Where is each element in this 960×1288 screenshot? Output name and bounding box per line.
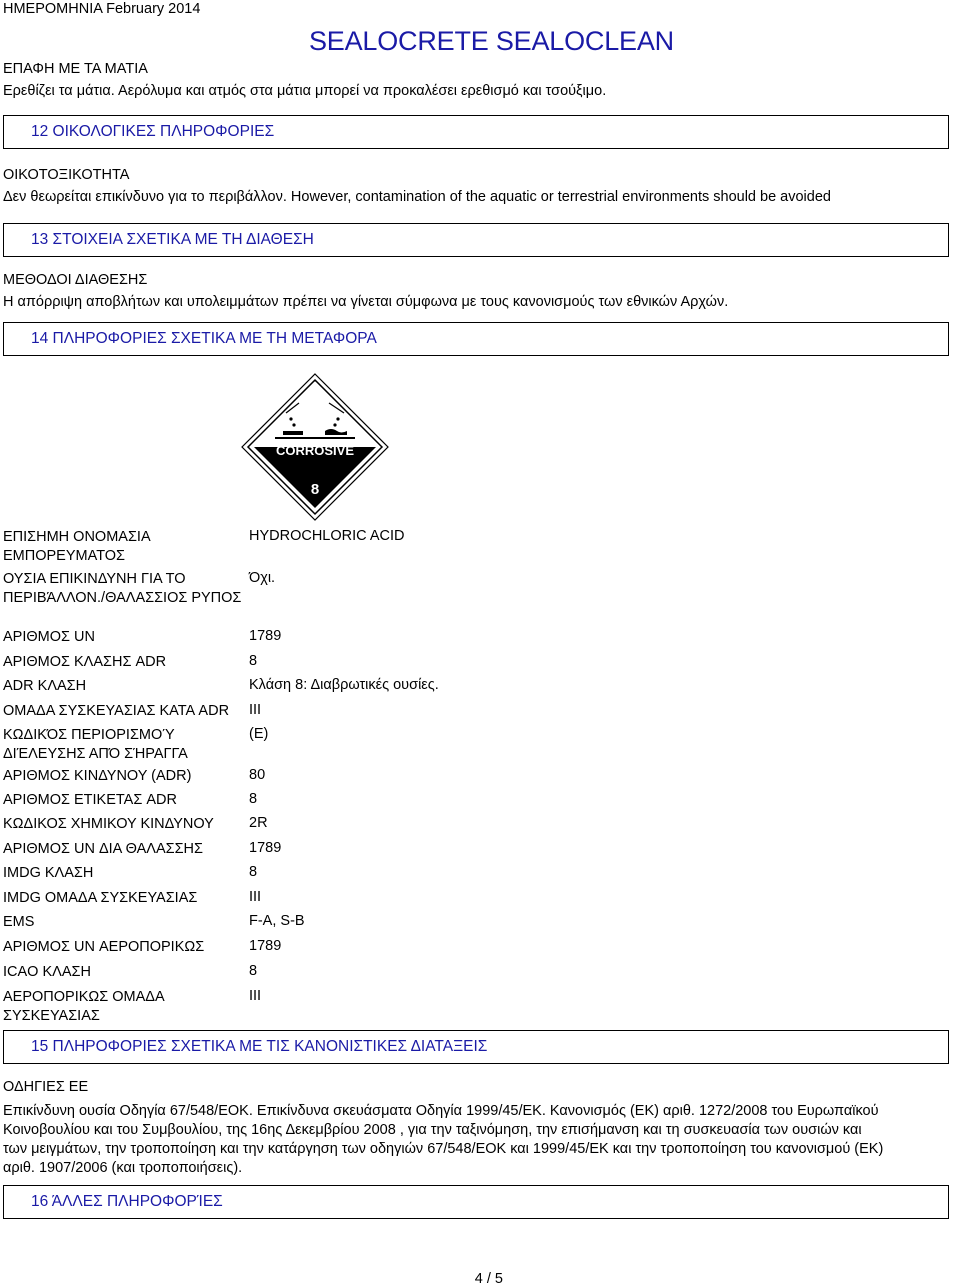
transport-row-label: ΑΡΙΘΜΟΣ UN ΔΙΑ ΘΑΛΑΣΣΗΣ [3,841,203,857]
section-16-title: 16 ΆΛΛΕΣ ΠΛΗΡΟΦΟΡΊΕΣ [31,1193,223,1210]
transport-row-label: ADR ΚΛΑΣΗ [3,678,87,694]
transport-row-label: ΑΡΙΘΜΟΣ UN ΑΕΡΟΠΟΡΙΚΩΣ [3,939,205,955]
eu-directives-line-3: των μειγμάτων, την τροποποίηση και την κατάργηση των οδηγιών 67/548/ΕΟΚ και 1999/45/ΕΚ και την τροποποίηση του κανονισμού (ΕΚ) [3,1141,884,1157]
transport-row-label: ΕΠΙΣΗΜΗ ΟΝΟΜΑΣΙΑ ΕΜΠΟΡΕΥΜΑΤΟΣ [3,529,150,564]
transport-row-label: ΚΩΔΙΚΟΣ ΧΗΜΙΚΟΥ ΚΙΝΔΥΝΟΥ [3,816,214,832]
corrosive-hazard-icon [241,373,389,521]
transport-row-value: Κλάση 8: Διαβρωτικές ουσίες. [249,677,439,693]
section-14-header [3,322,949,356]
section-15-header [3,1030,949,1064]
disposal-text: Η απόρριψη αποβλήτων και υπολειμμάτων πρέπει να γίνεται σύμφωνα με τους κανονισμούς των εθνικών Αρχών. [3,294,729,310]
ecotoxicity-heading: ΟΙΚΟΤΟΞΙΚΟΤΗΤΑ [3,167,130,183]
transport-row-label: IMDG ΚΛΑΣΗ [3,865,94,881]
transport-row-label: ΑΡΙΘΜΟΣ ΚΙΝΔΥΝΟΥ (ADR) [3,768,192,784]
transport-row-value: 8 [249,791,258,807]
transport-row-label: ΟΜΑΔΑ ΣΥΣΚΕΥΑΣΙΑΣ ΚΑΤΑ ADR [3,703,230,719]
transport-row-value: Όχι. [249,570,276,586]
pictogram-class-number: 8 [310,481,320,498]
transport-row-label: IMDG ΟΜΑΔΑ ΣΥΣΚΕΥΑΣΙΑΣ [3,890,198,906]
document-date: ΗΜΕΡΟΜΗΝΙΑ February 2014 [3,1,201,17]
transport-row-value: III [249,702,262,718]
section-12-title: 12 ΟΙΚΟΛΟΓΙΚΕΣ ΠΛΗΡΟΦΟΡΙΕΣ [31,123,275,140]
transport-row-value: 8 [249,864,258,880]
transport-row-value: (E) [249,726,269,742]
transport-row-value: 8 [249,963,258,979]
pictogram-label: CORROSIVE [275,443,355,458]
transport-row-label: ΑΡΙΘΜΟΣ ΕΤΙΚΕΤΑΣ ADR [3,792,177,808]
transport-row-value: F-A, S-B [249,913,305,929]
transport-row-value: III [249,889,262,905]
section-15-title: 15 ΠΛΗΡΟΦΟΡΙΕΣ ΣΧΕΤΙΚΑ ΜΕ ΤΙΣ ΚΑΝΟΝΙΣΤΙΚΕΣ ΔΙΑΤΑΞΕΙΣ [31,1038,488,1055]
transport-row-label: ΑΡΙΘΜΟΣ ΚΛΑΣΗΣ ADR [3,654,167,670]
eu-directives-line-4: αριθ. 1907/2006 (και τροποποιήσεις). [3,1160,243,1176]
transport-row-label: ICAO ΚΛΑΣΗ [3,964,91,980]
section-16-header [3,1185,949,1219]
transport-row-label: ΑΕΡΟΠΟΡΙΚΩΣ ΟΜΑΔΑ ΣΥΣΚΕΥΑΣΙΑΣ [3,989,164,1024]
transport-row-value: 1789 [249,938,282,954]
eu-directives-heading: ΟΔΗΓΙΕΣ ΕΕ [3,1079,89,1095]
section-12-header [3,115,949,149]
section-13-title: 13 ΣΤΟΙΧΕΙΑ ΣΧΕΤΙΚΑ ΜΕ ΤΗ ΔΙΑΘΕΣΗ [31,231,314,248]
eu-directives-line-2: Κοινοβουλίου και του Συμβουλίου, της 16ης Δεκεμβρίου 2008 , για την ταξινόμηση, την επισήμανση και τη συσκευασία των ουσιών και [3,1122,862,1138]
transport-row-label: ΑΡΙΘΜΟΣ UN [3,629,95,645]
transport-row-label: ΟΥΣΙΑ ΕΠΙΚΙΝΔΥΝΗ ΓΙΑ ΤΟ ΠΕΡΙΒΆΛΛΟΝ./ΘΑΛΑΣΣΙΟΣ ΡΥΠΟΣ [3,571,242,606]
eye-contact-heading: ΕΠΑΦΗ ΜΕ ΤΑ ΜΑΤΙΑ [3,61,148,77]
page-number: 4 / 5 [474,1271,503,1287]
section-14-title: 14 ΠΛΗΡΟΦΟΡΙΕΣ ΣΧΕΤΙΚΑ ΜΕ ΤΗ ΜΕΤΑΦΟΡΑ [31,330,377,347]
transport-row-value: 1789 [249,840,282,856]
eye-contact-text: Ερεθίζει τα μάτια. Αερόλυμα και ατμός στα μάτια μπορεί να προκαλέσει ερεθισμό και τσούξιμο. [3,83,607,99]
transport-row-value: III [249,988,262,1004]
transport-row-value: 2R [249,815,268,831]
transport-row-value: HYDROCHLORIC ACID [249,528,405,544]
product-title: SEALOCRETE SEALOCLEAN [309,26,674,56]
section-13-header [3,223,949,257]
transport-row-label: ΚΩΔΙΚΌΣ ΠΕΡΙΟΡΙΣΜΟΎ ΔΙΈΛΕΥΣΗΣ ΑΠΌ ΣΉΡΑΓΓΑ [3,727,188,762]
transport-row-label: EMS [3,914,35,930]
ecotoxicity-text: Δεν θεωρείται επικίνδυνο για το περιβάλλον. However, contamination of the aquatic or terrestrial environments should be avoided [3,189,831,205]
disposal-heading: ΜΕΘΟΔΟΙ ΔΙΑΘΕΣΗΣ [3,272,148,288]
transport-row-value: 80 [249,767,266,783]
eu-directives-line-1: Επικίνδυνη ουσία Οδηγία 67/548/ΕΟΚ. Επικίνδυνα σκευάσματα Οδηγία 1999/45/ΕΚ. Κανονισμός (ΕΚ) αριθ. 1272/2008 του Ευρωπαϊκού [3,1103,879,1119]
transport-row-value: 8 [249,653,258,669]
transport-row-value: 1789 [249,628,282,644]
